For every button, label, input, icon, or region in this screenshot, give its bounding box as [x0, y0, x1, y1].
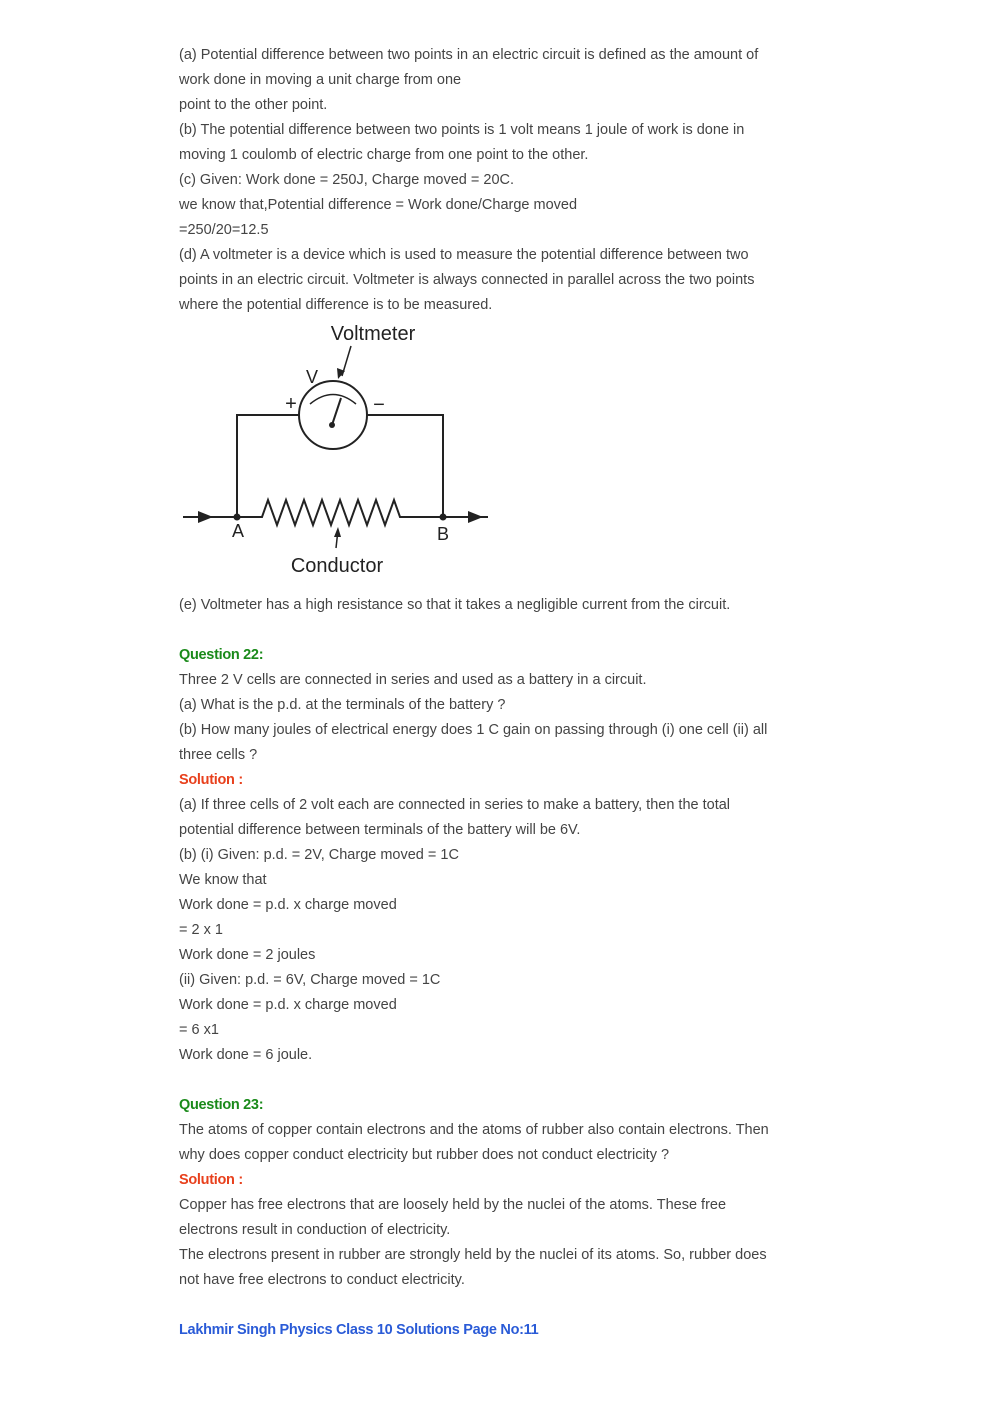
text-line: Work done = 6 joule. [179, 1046, 313, 1063]
conductor-label: Conductor [290, 555, 384, 577]
text-line: not have free electrons to conduct electricity. [179, 1271, 465, 1288]
text-line: (d) A voltmeter is a device which is used to measure the potential difference between two [179, 246, 749, 263]
voltmeter-needle [332, 398, 341, 425]
voltmeter-label: Voltmeter [330, 323, 416, 345]
text-line: = 2 x 1 [179, 921, 223, 938]
text-line: (b) The potential difference between two points is 1 volt means 1 joule of work is done in [179, 121, 745, 138]
a-label: A [231, 521, 245, 541]
text-line: Work done = p.d. x charge moved [179, 996, 397, 1013]
minus-label: − [373, 394, 385, 416]
question-heading: Question 22: [179, 646, 264, 663]
text-line: We know that [179, 871, 267, 888]
solution-heading: Solution : [179, 771, 243, 788]
text-line: moving 1 coulomb of electric charge from one point to the other. [179, 146, 589, 163]
solution-heading: Solution : [179, 1171, 243, 1188]
text-line: potential difference between terminals of the battery will be 6V. [179, 821, 581, 838]
text-line: electrons result in conduction of electricity. [179, 1221, 451, 1238]
text-line: we know that,Potential difference = Work done/Charge moved [179, 196, 578, 213]
point-b-dot [440, 514, 447, 521]
voltmeter-scale [310, 395, 356, 405]
text-line: (c) Given: Work done = 250J, Charge moved = 20C. [179, 171, 515, 188]
text-line: where the potential difference is to be measured. [179, 296, 493, 313]
page-link[interactable]: Lakhmir Singh Physics Class 10 Solutions Page No:11 [179, 1321, 539, 1338]
text-line: The atoms of copper contain electrons and the atoms of rubber also contain electrons. Then [179, 1121, 769, 1138]
spacer [179, 1068, 769, 1093]
text-line: why does copper conduct electricity but rubber does not conduct electricity ? [179, 1146, 670, 1163]
text-line: points in an electric circuit. Voltmeter is always connected in parallel across the two points [179, 271, 755, 288]
circuit-diagram-svg [0, 0, 992, 700]
spacer [179, 1293, 769, 1318]
question-heading: Question 23: [179, 1096, 264, 1113]
circuit-diagram [179, 318, 769, 593]
text-line: Work done = p.d. x charge moved [179, 896, 397, 913]
text-line: (a) If three cells of 2 volt each are connected in series to make a battery, then the total [179, 796, 731, 813]
text-line: Work done = 2 joules [179, 946, 316, 963]
text-line: (b) (i) Given: p.d. = 2V, Charge moved = 1C [179, 846, 459, 863]
right-wire [367, 415, 443, 517]
current-arrow-in-icon [198, 511, 213, 523]
text-line: work done in moving a unit charge from one [179, 71, 462, 88]
text-line: (a) What is the p.d. at the terminals of the battery ? [179, 696, 506, 713]
text-line: The electrons present in rubber are strongly held by the nuclei of its atoms. So, rubber does [179, 1246, 767, 1263]
text-line: (ii) Given: p.d. = 6V, Charge moved = 1C [179, 971, 441, 988]
text-line: (a) Potential difference between two points in an electric circuit is defined as the amount of [179, 46, 759, 63]
current-arrow-out-icon [468, 511, 483, 523]
text-line: =250/20=12.5 [179, 221, 269, 238]
text-line: three cells ? [179, 746, 258, 763]
point-a-dot [234, 514, 241, 521]
plus-label: + [285, 393, 297, 415]
document-body [179, 43, 769, 1343]
voltmeter-circle [299, 381, 367, 449]
text-line: (b) How many joules of electrical energy does 1 C gain on passing through (i) one cell (ii) all [179, 721, 768, 738]
b-label: B [436, 524, 450, 544]
text-line: point to the other point. [179, 96, 328, 113]
text-line: Three 2 V cells are connected in series and used as a battery in a circuit. [179, 671, 647, 688]
text-line: = 6 x1 [179, 1021, 219, 1038]
text-line: (e) Voltmeter has a high resistance so that it takes a negligible current from the circuit. [179, 596, 731, 613]
text-line: Copper has free electrons that are loosely held by the nuclei of the atoms. These free [179, 1196, 727, 1213]
v-label: V [305, 367, 319, 387]
